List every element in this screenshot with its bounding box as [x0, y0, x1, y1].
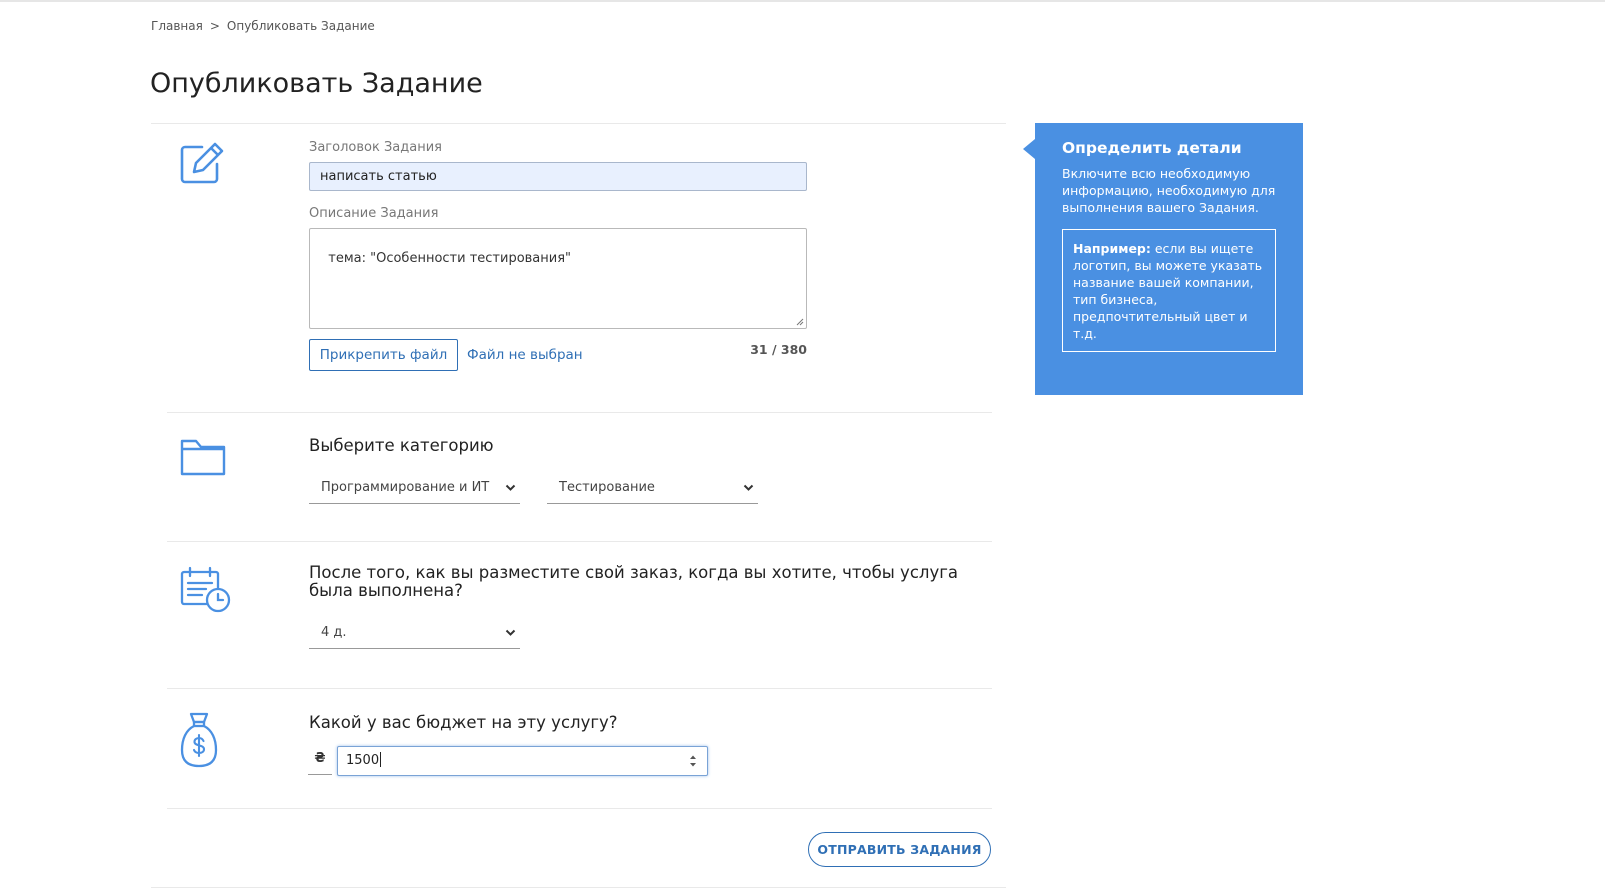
tip-text: Включите всю необходимую информацию, необходимую для выполнения вашего Задания. — [1062, 166, 1276, 215]
category-select[interactable] — [309, 474, 520, 504]
breadcrumb-current: Опубликовать Задание — [226, 19, 375, 33]
page-title: Опубликовать Задание — [150, 68, 483, 100]
tip-pointer — [1023, 139, 1035, 159]
section-divider — [151, 887, 1006, 888]
attach-file-button[interactable]: Прикрепить файл — [309, 339, 458, 371]
tip-panel — [1035, 123, 1303, 395]
breadcrumb-home-link[interactable]: Главная — [151, 19, 203, 33]
deadline-question: После того, как вы разместите свой заказ, когда вы хотите, чтобы услуга была выполнена? — [309, 563, 958, 600]
task-description-textarea[interactable] — [309, 228, 807, 329]
section-divider — [167, 808, 992, 809]
deadline-select-value: 4 д. — [321, 625, 347, 640]
breadcrumb — [151, 19, 375, 33]
char-counter: 31 / 380 — [750, 342, 807, 357]
resize-grip-icon[interactable] — [795, 317, 804, 326]
subcategory-select[interactable] — [547, 474, 758, 504]
task-title-label: Заголовок Задания — [309, 140, 442, 155]
task-description-label: Описание Задания — [309, 206, 439, 221]
section-divider — [167, 688, 992, 689]
task-title-input[interactable]: написать статью — [309, 162, 807, 191]
section-divider — [167, 541, 992, 542]
breadcrumb-separator: > — [209, 19, 220, 33]
tip-example-box — [1062, 229, 1276, 352]
section-divider — [167, 412, 992, 413]
category-question: Выберите категорию — [309, 436, 494, 455]
top-divider — [0, 0, 1605, 2]
tip-title: Определить детали — [1062, 139, 1242, 157]
subcategory-select-value: Тестирование — [559, 480, 655, 495]
chevron-down-icon — [505, 629, 516, 637]
number-spinner-icon[interactable] — [689, 754, 697, 768]
budget-input-value: 1500 — [346, 753, 380, 768]
currency-symbol: ₴ — [308, 745, 332, 775]
submit-task-button[interactable]: ОТПРАВИТЬ ЗАДАНИЯ — [808, 832, 991, 867]
budget-input[interactable] — [337, 746, 708, 776]
file-status-text: Файл не выбран — [467, 347, 583, 363]
chevron-down-icon — [505, 484, 516, 492]
deadline-select[interactable] — [309, 619, 520, 649]
tip-example-label: Например: — [1073, 241, 1151, 256]
money-bag-icon — [180, 712, 218, 769]
calendar-clock-icon — [180, 566, 232, 614]
edit-icon — [178, 141, 226, 186]
folder-icon — [180, 437, 226, 477]
category-select-value: Программирование и ИТ — [321, 480, 490, 495]
text-caret — [380, 752, 381, 767]
tip-example-text: если вы ищете логотип, вы можете указать название вашей компании, тип бизнеса, предпочтительный цвет и т.д. — [1073, 241, 1263, 341]
task-description-text: тема: "Особенности тестирования" — [328, 251, 572, 266]
section-divider — [151, 123, 1006, 124]
chevron-down-icon — [743, 484, 754, 492]
budget-question: Какой у вас бюджет на эту услугу? — [309, 713, 618, 732]
